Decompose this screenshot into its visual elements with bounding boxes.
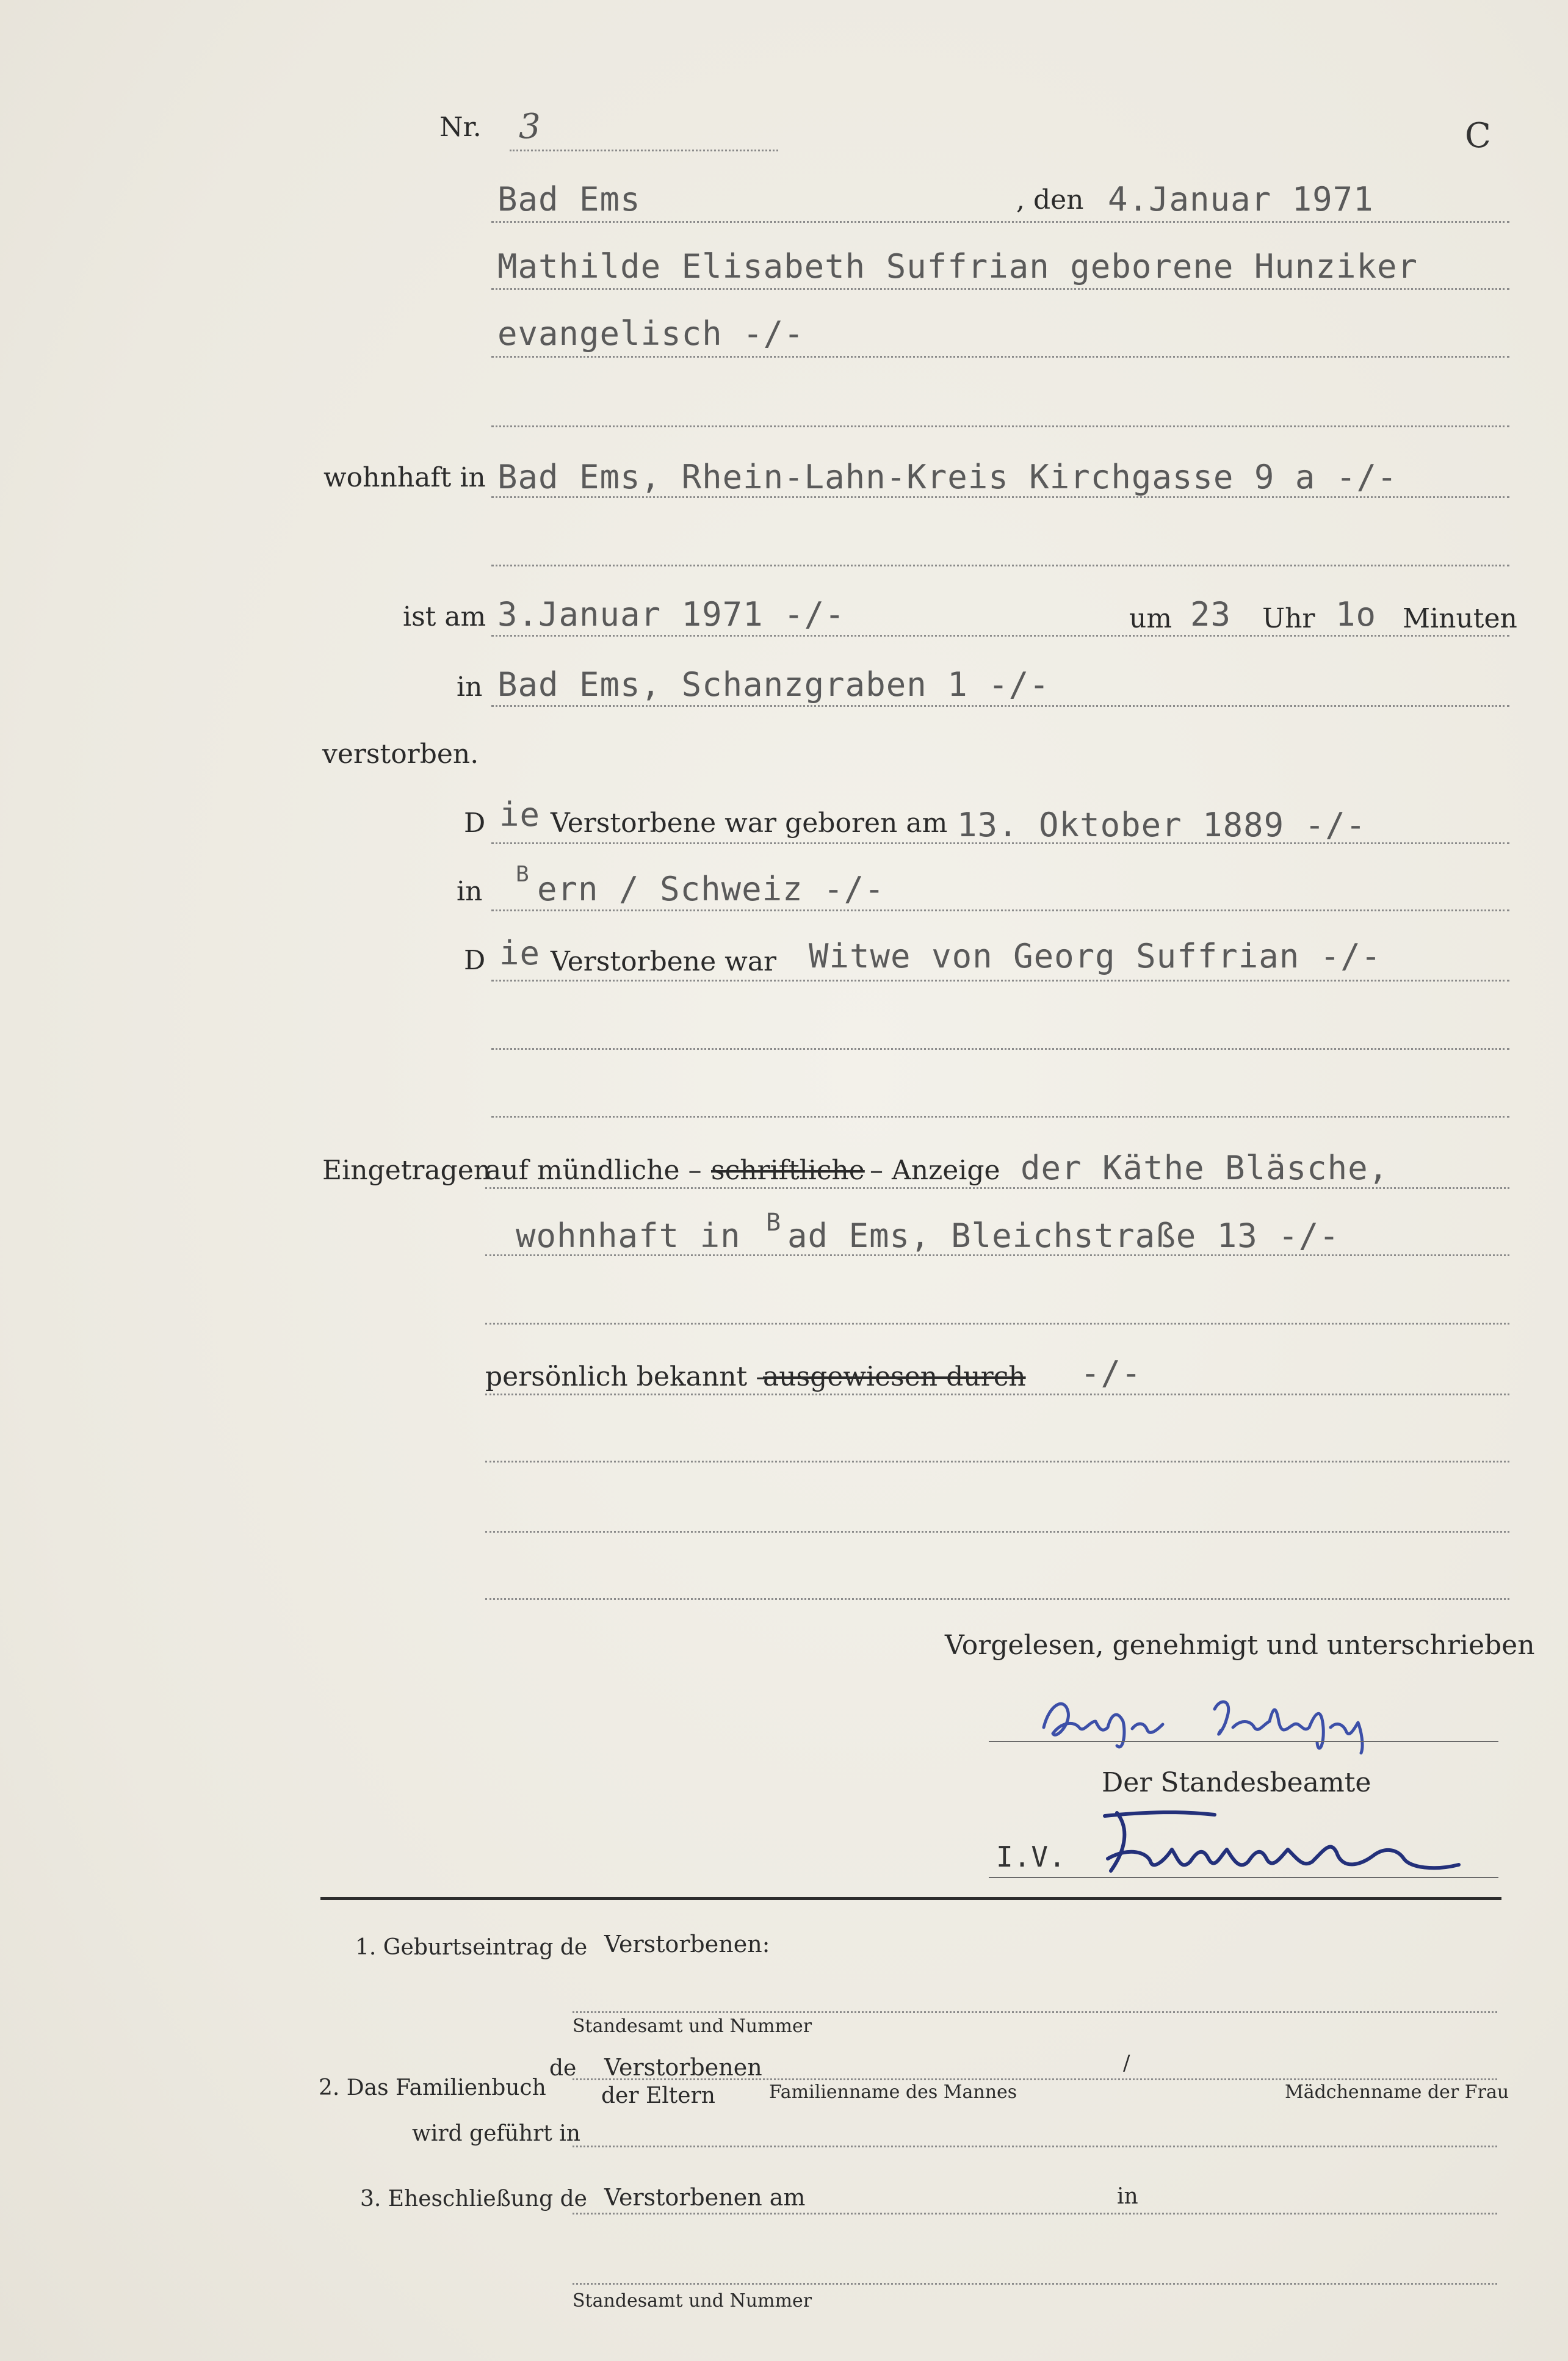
line-blank-6 — [485, 1461, 1509, 1463]
line-registrar-sig — [989, 1877, 1498, 1878]
muendlich-label: auf mündliche – — [485, 1155, 702, 1186]
wird-gefuehrt: wird geführt in — [412, 2121, 580, 2146]
line-blank-7 — [485, 1531, 1509, 1533]
footer-item2-de: de — [549, 2056, 577, 2081]
line-death-place — [491, 705, 1509, 707]
footer-item3-fill: Verstorbenen am — [604, 2184, 806, 2211]
born-prefix: D — [464, 808, 486, 839]
iv-label: I.V. — [996, 1840, 1066, 1873]
line-blank-1 — [491, 425, 1509, 427]
birth-place-initial: B — [516, 862, 530, 887]
informant-name: der Käthe Bläsche, — [1021, 1149, 1389, 1187]
footer-item2-slash: / — [1123, 2051, 1130, 2075]
familienname-mann: Familienname des Mannes — [769, 2081, 1017, 2103]
deceased-name: Mathilde Elisabeth Suffrian geborene Hunziker — [497, 247, 1418, 286]
line-status — [491, 980, 1509, 982]
vorgelesen-text: Vorgelesen, genehmigt und unterschrieben — [945, 1630, 1535, 1661]
line-blank-3 — [491, 1048, 1509, 1050]
informant-address: ad Ems, Bleichstraße 13 -/- — [787, 1217, 1340, 1255]
informant-address-initial: B — [766, 1209, 782, 1237]
standesbeamte-label: Der Standesbeamte — [1102, 1767, 1371, 1798]
um-label: um — [1129, 603, 1172, 634]
verstorben-label: verstorben. — [322, 739, 479, 770]
line-blank-4 — [491, 1116, 1509, 1118]
bekannt-label: persönlich bekannt – — [485, 1361, 770, 1392]
footer-item2: 2. Das Familienbuch — [319, 2075, 546, 2100]
born-ie: ie — [499, 795, 541, 834]
eingetragen-label: Eingetragen — [322, 1155, 491, 1186]
line-footer-3 — [573, 2146, 1497, 2147]
death-date-value: 3.Januar 1971 -/- — [497, 595, 845, 634]
line-blank-2 — [491, 565, 1509, 566]
line-birth-place — [491, 909, 1509, 911]
footer-item1-fill: Verstorbenen: — [604, 1931, 770, 1958]
maedchenname-frau: Mädchenname der Frau — [1285, 2081, 1509, 2103]
footer-item3: 3. Eheschließung de — [360, 2186, 587, 2211]
status-value: Witwe von Georg Suffrian -/- — [809, 937, 1382, 975]
death-place-value: Bad Ems, Schanzgraben 1 -/- — [497, 665, 1050, 704]
uhr-label: Uhr — [1262, 603, 1315, 634]
anzeige-label: – Anzeige — [870, 1155, 1000, 1186]
line-witness-sig — [989, 1741, 1498, 1742]
informant-address-prefix: wohnhaft in — [516, 1217, 741, 1255]
footer-item3-in: in — [1117, 2184, 1138, 2209]
death-date-label: ist am — [403, 601, 486, 632]
line-bekannt — [485, 1394, 1509, 1395]
death-minutes: 1o — [1335, 595, 1377, 634]
line-blank-8 — [485, 1598, 1509, 1600]
schriftlich-struck: schriftliche — [711, 1155, 865, 1186]
line-footer-1 — [573, 2011, 1497, 2013]
line-death-date — [491, 635, 1509, 637]
line-blank-5 — [485, 1323, 1509, 1325]
standesamt-nummer-1: Standesamt und Nummer — [573, 2016, 812, 2037]
footer-item1: 1. Geburtseintrag de — [355, 1935, 588, 1960]
minuten-label: Minuten — [1403, 603, 1517, 634]
line-informant — [485, 1187, 1509, 1189]
status-label: Verstorbene war — [551, 946, 777, 977]
line-footer-2 — [573, 2078, 1497, 2080]
registrar-signature — [1093, 1804, 1471, 1883]
footer-item2-eltern: der Eltern — [601, 2083, 715, 2108]
footer-item2-fill: Verstorbenen — [604, 2054, 762, 2081]
line-footer-4 — [573, 2213, 1497, 2215]
ausgewiesen-struck: ausgewiesen durch — [763, 1361, 1026, 1392]
death-hour: 23 — [1190, 595, 1232, 634]
born-label: Verstorbene war geboren am — [551, 808, 948, 839]
death-place-label: in — [457, 671, 483, 703]
nr-line — [510, 150, 778, 151]
religion: evangelisch -/- — [497, 314, 804, 353]
registry-place: Bad Ems — [497, 180, 641, 219]
line-footer-5 — [573, 2283, 1497, 2285]
nr-label: Nr. — [439, 112, 482, 143]
residence-value: Bad Ems, Rhein-Lahn-Kreis Kirchgasse 9 a -/- — [497, 458, 1398, 496]
line-residence — [491, 496, 1509, 498]
line-religion — [491, 356, 1509, 358]
registry-date: 4.Januar 1971 — [1108, 180, 1374, 219]
status-prefix: D — [464, 945, 486, 976]
line-born — [491, 842, 1509, 844]
line-place-date — [491, 221, 1509, 223]
den-label: , den — [1016, 184, 1084, 215]
line-name — [491, 288, 1509, 290]
standesamt-nummer-2: Standesamt und Nummer — [573, 2290, 812, 2312]
birth-place: ern / Schweiz -/- — [537, 870, 885, 908]
born-date: 13. Oktober 1889 -/- — [957, 806, 1367, 844]
status-ie: ie — [499, 934, 541, 972]
footer-divider — [320, 1897, 1501, 1900]
birth-in-label: in — [457, 876, 483, 907]
witness-signature — [1031, 1685, 1459, 1758]
line-informant-address — [485, 1254, 1509, 1256]
bekannt-value: -/- — [1080, 1354, 1142, 1392]
residence-label: wohnhaft in — [323, 462, 486, 493]
form-letter: C — [1465, 116, 1491, 156]
nr-value: 3 — [519, 107, 541, 146]
